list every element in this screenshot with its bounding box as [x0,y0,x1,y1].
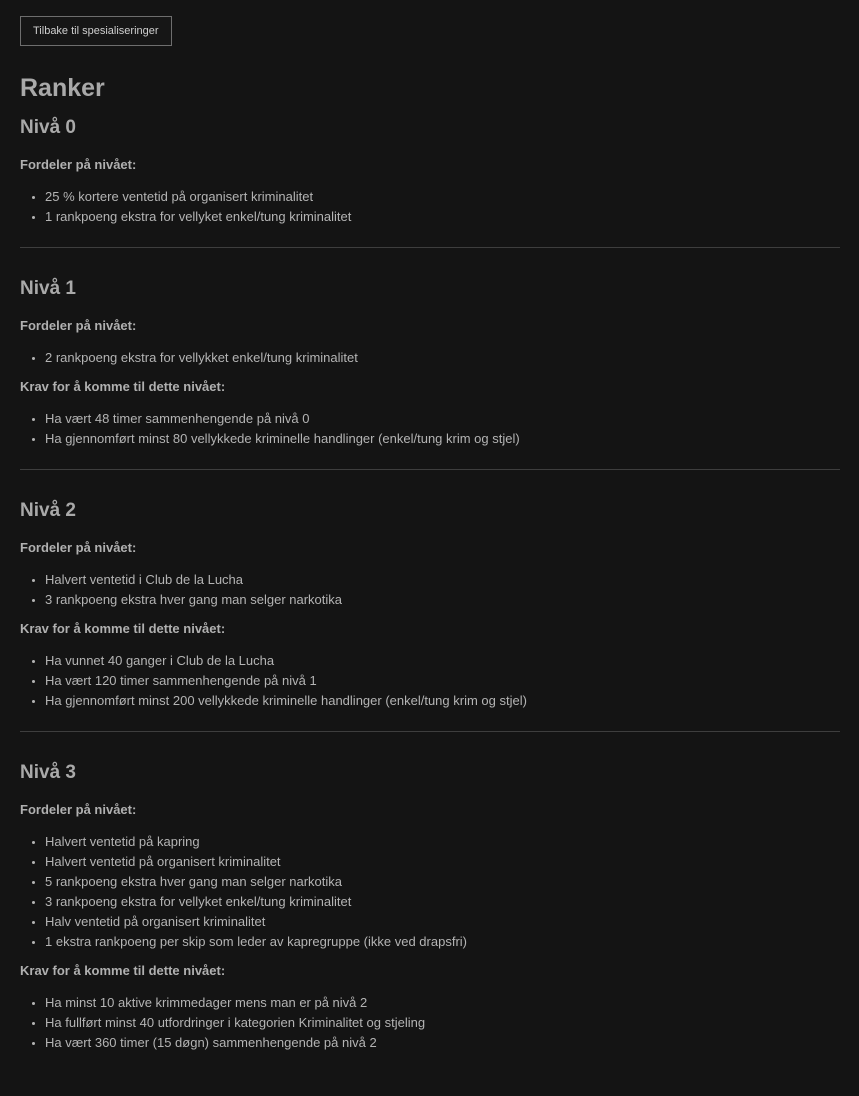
level-section [20,277,840,449]
section-divider [20,731,840,732]
benefit-item: • 3 rankpoeng ekstra for vellyket enkel/tung kriminalitet [45,892,840,912]
requirement-item: • Ha fullført minst 40 utfordringer i kategorien Kriminalitet og stjeling [45,1013,840,1033]
section-divider [20,247,840,248]
level-title: Nivå 0 [20,117,76,138]
benefit-item: • Halvert ventetid i Club de la Lucha [45,570,840,590]
back-to-specializations-button[interactable]: Tilbake til spesialiseringer [20,16,172,46]
benefit-item: • 3 rankpoeng ekstra hver gang man selger narkotika [45,590,840,610]
benefit-item: • 1 ekstra rankpoeng per skip som leder av kapregruppe (ikke ved drapsfri) [45,932,840,952]
benefits-list [20,570,840,610]
benefit-item: • 25 % kortere ventetid på organisert kriminalitet [45,187,840,207]
level-title: Nivå 1 [20,278,76,299]
benefit-item: • 2 rankpoeng ekstra for vellykket enkel/tung kriminalitet [45,348,840,368]
benefits-heading: Fordeler på nivået: [20,318,137,333]
level-section [20,116,840,227]
requirement-item: • Ha gjennomført minst 200 vellykkede kriminelle handlinger (enkel/tung krim og stjel) [45,691,840,711]
benefit-item: • 1 rankpoeng ekstra for vellyket enkel/tung kriminalitet [45,207,840,227]
benefit-item: • Halvert ventetid på kapring [45,832,840,852]
requirements-heading: Krav for å komme til dette nivået: [20,379,226,394]
benefits-list [20,187,840,227]
requirement-item: • Ha vunnet 40 ganger i Club de la Lucha [45,651,840,671]
section-divider [20,469,840,470]
requirements-list [20,993,840,1053]
page-title: Ranker [20,74,105,102]
level-title: Nivå 3 [20,762,76,783]
benefits-heading: Fordeler på nivået: [20,802,137,817]
requirement-item: • Ha vært 48 timer sammenhengende på nivå 0 [45,409,840,429]
benefit-item: • Halvert ventetid på organisert kriminalitet [45,852,840,872]
level-title: Nivå 2 [20,500,76,521]
levels-list [20,116,840,1053]
requirements-list [20,409,840,449]
requirement-item: • Ha minst 10 aktive krimmedager mens man er på nivå 2 [45,993,840,1013]
requirement-item: • Ha vært 120 timer sammenhengende på nivå 1 [45,671,840,691]
level-section [20,499,840,711]
requirement-item: • Ha gjennomført minst 80 vellykkede kriminelle handlinger (enkel/tung krim og stjel) [45,429,840,449]
benefit-item: • Halv ventetid på organisert kriminalitet [45,912,840,932]
requirements-list [20,651,840,711]
requirements-heading: Krav for å komme til dette nivået: [20,963,226,978]
level-section [20,761,840,1053]
benefits-heading: Fordeler på nivået: [20,540,137,555]
benefits-list [20,832,840,952]
benefit-item: • 5 rankpoeng ekstra hver gang man selger narkotika [45,872,840,892]
requirement-item: • Ha vært 360 timer (15 døgn) sammenhengende på nivå 2 [45,1033,840,1053]
benefits-list [20,348,840,368]
requirements-heading: Krav for å komme til dette nivået: [20,621,226,636]
benefits-heading: Fordeler på nivået: [20,157,137,172]
